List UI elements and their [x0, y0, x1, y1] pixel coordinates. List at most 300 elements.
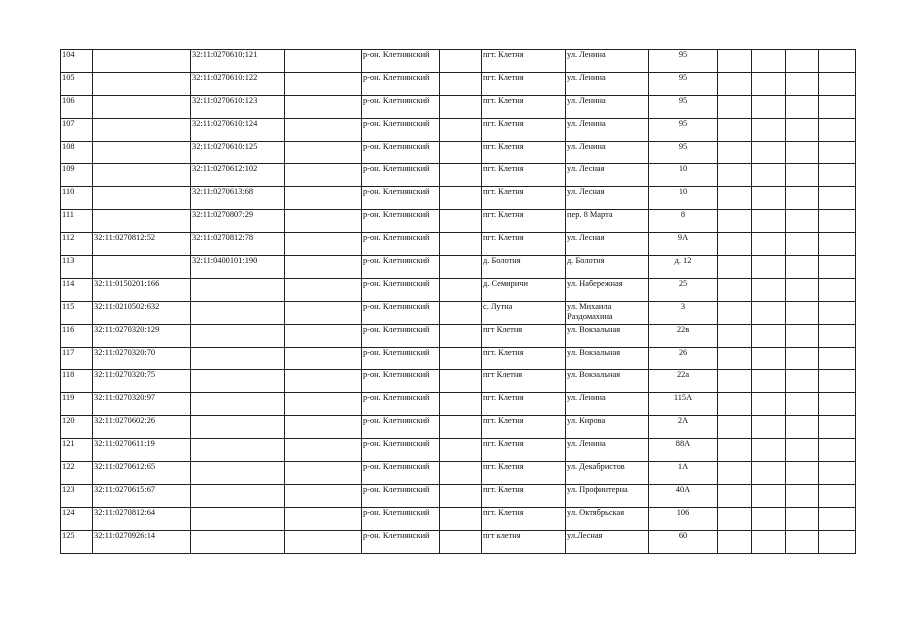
building-cadastral-number-cell	[191, 393, 285, 416]
house-number-cell: д. 12	[649, 256, 718, 279]
row-number-cell: 119	[61, 393, 93, 416]
table-row	[61, 256, 856, 279]
settlement-cell: пгт. Клетня	[482, 95, 566, 118]
empty-cell	[819, 278, 856, 301]
house-number-cell: 8	[649, 210, 718, 233]
empty-cell	[718, 278, 752, 301]
empty-cell	[718, 439, 752, 462]
row-number-cell: 123	[61, 484, 93, 507]
street-cell: ул. Вокзальная	[566, 347, 649, 370]
building-cadastral-number-cell: 32:11:0270812:78	[191, 233, 285, 256]
empty-cell	[440, 484, 482, 507]
table-row	[61, 164, 856, 187]
empty-cell	[786, 50, 819, 73]
row-number-cell: 113	[61, 256, 93, 279]
empty-cell	[752, 164, 786, 187]
empty-cell	[819, 347, 856, 370]
row-number-cell: 124	[61, 507, 93, 530]
empty-cell	[440, 141, 482, 164]
house-number-cell: 60	[649, 530, 718, 553]
empty-cell	[752, 72, 786, 95]
empty-cell	[819, 118, 856, 141]
empty-cell	[786, 164, 819, 187]
row-number-cell: 121	[61, 439, 93, 462]
empty-cell	[819, 530, 856, 553]
empty-cell	[819, 187, 856, 210]
empty-cell	[819, 256, 856, 279]
table-row	[61, 233, 856, 256]
empty-cell	[752, 256, 786, 279]
empty-cell	[440, 210, 482, 233]
empty-cell	[285, 50, 362, 73]
empty-cell	[718, 484, 752, 507]
empty-cell	[440, 278, 482, 301]
empty-cell	[819, 393, 856, 416]
empty-cell	[819, 164, 856, 187]
row-number-cell: 112	[61, 233, 93, 256]
street-cell: ул. Октябрьская	[566, 507, 649, 530]
table-row	[61, 484, 856, 507]
empty-cell	[285, 393, 362, 416]
building-cadastral-number-cell	[191, 347, 285, 370]
district-cell: р-он. Клетнянский	[362, 50, 440, 73]
empty-cell	[819, 416, 856, 439]
empty-cell	[819, 370, 856, 393]
empty-cell	[718, 141, 752, 164]
empty-cell	[440, 301, 482, 324]
empty-cell	[786, 507, 819, 530]
settlement-cell: пгт Клетня	[482, 370, 566, 393]
table-row	[61, 118, 856, 141]
empty-cell	[285, 95, 362, 118]
empty-cell	[718, 507, 752, 530]
settlement-cell: пгт. Клетня	[482, 393, 566, 416]
building-cadastral-number-cell: 32:11:0270612:102	[191, 164, 285, 187]
empty-cell	[752, 393, 786, 416]
house-number-cell: 22а	[649, 370, 718, 393]
row-number-cell: 114	[61, 278, 93, 301]
settlement-cell: пгт. Клетня	[482, 164, 566, 187]
empty-cell	[752, 324, 786, 347]
district-cell: р-он. Клетнянский	[362, 416, 440, 439]
empty-cell	[786, 439, 819, 462]
district-cell: р-он. Клетнянский	[362, 164, 440, 187]
empty-cell	[819, 324, 856, 347]
district-cell: р-он. Клетнянский	[362, 530, 440, 553]
house-number-cell: 3	[649, 301, 718, 324]
empty-cell	[285, 256, 362, 279]
cadastral-number-cell	[93, 164, 191, 187]
empty-cell	[752, 370, 786, 393]
building-cadastral-number-cell: 32:11:0270807:29	[191, 210, 285, 233]
empty-cell	[786, 72, 819, 95]
empty-cell	[718, 50, 752, 73]
empty-cell	[819, 95, 856, 118]
empty-cell	[786, 324, 819, 347]
street-cell: пер. 8 Марта	[566, 210, 649, 233]
district-cell: р-он. Клетнянский	[362, 439, 440, 462]
building-cadastral-number-cell	[191, 530, 285, 553]
empty-cell	[752, 95, 786, 118]
district-cell: р-он. Клетнянский	[362, 95, 440, 118]
settlement-cell: пгт. Клетня	[482, 210, 566, 233]
empty-cell	[786, 278, 819, 301]
building-cadastral-number-cell: 32:11:0270610:121	[191, 50, 285, 73]
building-cadastral-number-cell	[191, 507, 285, 530]
cadastral-number-cell: 32:11:0270602:26	[93, 416, 191, 439]
empty-cell	[786, 118, 819, 141]
empty-cell	[752, 507, 786, 530]
street-cell: ул. Ленина	[566, 393, 649, 416]
building-cadastral-number-cell: 32:11:0400101:190	[191, 256, 285, 279]
table-row	[61, 370, 856, 393]
empty-cell	[285, 278, 362, 301]
district-cell: р-он. Клетнянский	[362, 256, 440, 279]
empty-cell	[819, 210, 856, 233]
empty-cell	[440, 164, 482, 187]
table-row	[61, 393, 856, 416]
street-cell: ул. Михаила Раздомахина	[566, 301, 649, 324]
district-cell: р-он. Клетнянский	[362, 324, 440, 347]
empty-cell	[440, 72, 482, 95]
empty-cell	[285, 462, 362, 485]
empty-cell	[440, 393, 482, 416]
cadastral-number-cell: 32:11:0270612:65	[93, 462, 191, 485]
empty-cell	[440, 95, 482, 118]
empty-cell	[752, 50, 786, 73]
cadastral-number-cell: 32:11:0270320:97	[93, 393, 191, 416]
settlement-cell: пгт. Клетня	[482, 233, 566, 256]
house-number-cell: 1А	[649, 462, 718, 485]
building-cadastral-number-cell: 32:11:0270610:125	[191, 141, 285, 164]
cadastral-number-cell: 32:11:0270320:75	[93, 370, 191, 393]
empty-cell	[819, 72, 856, 95]
empty-cell	[718, 210, 752, 233]
cadastral-number-cell	[93, 210, 191, 233]
empty-cell	[285, 141, 362, 164]
empty-cell	[718, 462, 752, 485]
cadastral-number-cell: 32:11:0270611:19	[93, 439, 191, 462]
empty-cell	[285, 301, 362, 324]
settlement-cell: с. Лутна	[482, 301, 566, 324]
building-cadastral-number-cell	[191, 301, 285, 324]
empty-cell	[285, 347, 362, 370]
house-number-cell: 9А	[649, 233, 718, 256]
cadastral-number-cell	[93, 256, 191, 279]
empty-cell	[718, 95, 752, 118]
settlement-cell: пгт. Клетня	[482, 118, 566, 141]
empty-cell	[718, 164, 752, 187]
empty-cell	[752, 462, 786, 485]
table-row	[61, 210, 856, 233]
empty-cell	[819, 50, 856, 73]
settlement-cell: д. Семиричи	[482, 278, 566, 301]
building-cadastral-number-cell	[191, 416, 285, 439]
empty-cell	[786, 416, 819, 439]
district-cell: р-он. Клетнянский	[362, 462, 440, 485]
empty-cell	[440, 50, 482, 73]
cadastral-number-cell: 32:11:0270615:67	[93, 484, 191, 507]
empty-cell	[440, 416, 482, 439]
district-cell: р-он. Клетнянский	[362, 72, 440, 95]
street-cell: ул. Кирова	[566, 416, 649, 439]
street-cell: ул. Ленина	[566, 141, 649, 164]
empty-cell	[786, 347, 819, 370]
empty-cell	[285, 439, 362, 462]
empty-cell	[718, 416, 752, 439]
empty-cell	[285, 416, 362, 439]
settlement-cell: пгт. Клетня	[482, 141, 566, 164]
row-number-cell: 105	[61, 72, 93, 95]
row-number-cell: 116	[61, 324, 93, 347]
empty-cell	[752, 347, 786, 370]
district-cell: р-он. Клетнянский	[362, 141, 440, 164]
empty-cell	[285, 118, 362, 141]
empty-cell	[285, 210, 362, 233]
table-row	[61, 95, 856, 118]
empty-cell	[440, 439, 482, 462]
street-cell: ул. Лесная	[566, 233, 649, 256]
district-cell: р-он. Клетнянский	[362, 210, 440, 233]
empty-cell	[285, 233, 362, 256]
building-cadastral-number-cell	[191, 462, 285, 485]
row-number-cell: 120	[61, 416, 93, 439]
settlement-cell: пгт. Клетня	[482, 416, 566, 439]
empty-cell	[786, 210, 819, 233]
table-row	[61, 462, 856, 485]
empty-cell	[285, 164, 362, 187]
table-row	[61, 439, 856, 462]
house-number-cell: 40А	[649, 484, 718, 507]
table-row	[61, 530, 856, 553]
district-cell: р-он. Клетнянский	[362, 278, 440, 301]
table-row	[61, 347, 856, 370]
empty-cell	[786, 484, 819, 507]
row-number-cell: 108	[61, 141, 93, 164]
empty-cell	[718, 301, 752, 324]
cadastral-number-cell: 32:11:0150201:166	[93, 278, 191, 301]
empty-cell	[786, 233, 819, 256]
empty-cell	[819, 462, 856, 485]
settlement-cell: пгт Клетня	[482, 324, 566, 347]
empty-cell	[285, 72, 362, 95]
empty-cell	[440, 507, 482, 530]
empty-cell	[752, 439, 786, 462]
settlement-cell: пгт. Клетня	[482, 72, 566, 95]
empty-cell	[440, 370, 482, 393]
table-row	[61, 141, 856, 164]
empty-cell	[786, 187, 819, 210]
empty-cell	[718, 118, 752, 141]
empty-cell	[285, 484, 362, 507]
empty-cell	[819, 233, 856, 256]
building-cadastral-number-cell: 32:11:0270610:124	[191, 118, 285, 141]
empty-cell	[718, 393, 752, 416]
settlement-cell: пгт. Клетня	[482, 484, 566, 507]
building-cadastral-number-cell	[191, 324, 285, 347]
empty-cell	[440, 118, 482, 141]
street-cell: ул. Лесная	[566, 187, 649, 210]
empty-cell	[819, 141, 856, 164]
house-number-cell: 88А	[649, 439, 718, 462]
empty-cell	[819, 484, 856, 507]
cadastral-number-cell	[93, 187, 191, 210]
row-number-cell: 110	[61, 187, 93, 210]
table-row	[61, 50, 856, 73]
cadastral-number-cell	[93, 95, 191, 118]
empty-cell	[718, 233, 752, 256]
district-cell: р-он. Клетнянский	[362, 233, 440, 256]
empty-cell	[786, 256, 819, 279]
street-cell: ул. Ленина	[566, 439, 649, 462]
row-number-cell: 117	[61, 347, 93, 370]
house-number-cell: 2А	[649, 416, 718, 439]
empty-cell	[786, 530, 819, 553]
cadastral-number-cell	[93, 141, 191, 164]
empty-cell	[718, 256, 752, 279]
cadastral-number-cell: 32:11:0270926:14	[93, 530, 191, 553]
empty-cell	[752, 210, 786, 233]
district-cell: р-он. Клетнянский	[362, 484, 440, 507]
district-cell: р-он. Клетнянский	[362, 393, 440, 416]
settlement-cell: пгт. Клетня	[482, 462, 566, 485]
settlement-cell: пгт. Клетня	[482, 187, 566, 210]
empty-cell	[718, 72, 752, 95]
street-cell: ул. Ленина	[566, 72, 649, 95]
district-cell: р-он. Клетнянский	[362, 187, 440, 210]
district-cell: р-он. Клетнянский	[362, 118, 440, 141]
table-row	[61, 324, 856, 347]
empty-cell	[752, 530, 786, 553]
empty-cell	[285, 530, 362, 553]
building-cadastral-number-cell: 32:11:0270610:123	[191, 95, 285, 118]
row-number-cell: 125	[61, 530, 93, 553]
empty-cell	[752, 484, 786, 507]
building-cadastral-number-cell	[191, 484, 285, 507]
house-number-cell: 22в	[649, 324, 718, 347]
table-row	[61, 278, 856, 301]
table-row	[61, 301, 856, 324]
empty-cell	[819, 507, 856, 530]
street-cell: ул. Лесная	[566, 164, 649, 187]
street-cell: ул. Ленина	[566, 50, 649, 73]
empty-cell	[440, 530, 482, 553]
empty-cell	[440, 187, 482, 210]
street-cell: ул.Лесная	[566, 530, 649, 553]
empty-cell	[752, 301, 786, 324]
empty-cell	[285, 507, 362, 530]
street-cell: ул. Вокзальная	[566, 370, 649, 393]
street-cell: ул. Вокзальная	[566, 324, 649, 347]
table-row	[61, 72, 856, 95]
house-number-cell: 10	[649, 187, 718, 210]
house-number-cell: 10	[649, 164, 718, 187]
street-cell: ул. Набережная	[566, 278, 649, 301]
settlement-cell: пгт. Клетня	[482, 50, 566, 73]
empty-cell	[718, 324, 752, 347]
empty-cell	[718, 370, 752, 393]
row-number-cell: 109	[61, 164, 93, 187]
empty-cell	[440, 256, 482, 279]
empty-cell	[440, 324, 482, 347]
settlement-cell: пгт клетня	[482, 530, 566, 553]
house-number-cell: 95	[649, 95, 718, 118]
building-cadastral-number-cell	[191, 439, 285, 462]
empty-cell	[752, 187, 786, 210]
cadastral-number-cell: 32:11:0270812:52	[93, 233, 191, 256]
empty-cell	[786, 301, 819, 324]
empty-cell	[285, 187, 362, 210]
settlement-cell: д. Болотня	[482, 256, 566, 279]
empty-cell	[786, 370, 819, 393]
empty-cell	[786, 95, 819, 118]
empty-cell	[752, 278, 786, 301]
row-number-cell: 107	[61, 118, 93, 141]
empty-cell	[752, 416, 786, 439]
settlement-cell: пгт. Клетня	[482, 507, 566, 530]
house-number-cell: 115А	[649, 393, 718, 416]
row-number-cell: 111	[61, 210, 93, 233]
building-cadastral-number-cell: 32:11:0270610:122	[191, 72, 285, 95]
cadastral-number-cell	[93, 50, 191, 73]
row-number-cell: 118	[61, 370, 93, 393]
cadastral-number-cell: 32:11:0270320:70	[93, 347, 191, 370]
district-cell: р-он. Клетнянский	[362, 507, 440, 530]
cadastral-number-cell: 32:11:0270320:129	[93, 324, 191, 347]
table-row	[61, 507, 856, 530]
empty-cell	[786, 462, 819, 485]
district-cell: р-он. Клетнянский	[362, 301, 440, 324]
street-cell: ул. Декабристов	[566, 462, 649, 485]
empty-cell	[718, 187, 752, 210]
empty-cell	[752, 141, 786, 164]
building-cadastral-number-cell: 32:11:0270613:68	[191, 187, 285, 210]
empty-cell	[440, 347, 482, 370]
street-cell: ул. Ленина	[566, 95, 649, 118]
empty-cell	[285, 370, 362, 393]
street-cell: ул. Ленина	[566, 118, 649, 141]
settlement-cell: пгт. Клетня	[482, 347, 566, 370]
house-number-cell: 25	[649, 278, 718, 301]
cadastral-number-cell	[93, 118, 191, 141]
row-number-cell: 115	[61, 301, 93, 324]
row-number-cell: 106	[61, 95, 93, 118]
street-cell: ул. Профинтерна	[566, 484, 649, 507]
building-cadastral-number-cell	[191, 370, 285, 393]
district-cell: р-он. Клетнянский	[362, 370, 440, 393]
row-number-cell: 104	[61, 50, 93, 73]
empty-cell	[440, 462, 482, 485]
empty-cell	[752, 118, 786, 141]
empty-cell	[752, 233, 786, 256]
empty-cell	[819, 301, 856, 324]
cadastral-number-cell: 32:11:0270812:64	[93, 507, 191, 530]
empty-cell	[440, 233, 482, 256]
settlement-cell: пгт. Клетня	[482, 439, 566, 462]
cadastral-number-cell	[93, 72, 191, 95]
house-number-cell: 95	[649, 72, 718, 95]
house-number-cell: 26	[649, 347, 718, 370]
district-cell: р-он. Клетнянский	[362, 347, 440, 370]
cadastral-number-cell: 32:11:0210502:632	[93, 301, 191, 324]
empty-cell	[786, 141, 819, 164]
empty-cell	[718, 347, 752, 370]
house-number-cell: 95	[649, 118, 718, 141]
cadastral-register-table	[60, 49, 856, 554]
empty-cell	[819, 439, 856, 462]
empty-cell	[718, 530, 752, 553]
street-cell: д. Болотня	[566, 256, 649, 279]
